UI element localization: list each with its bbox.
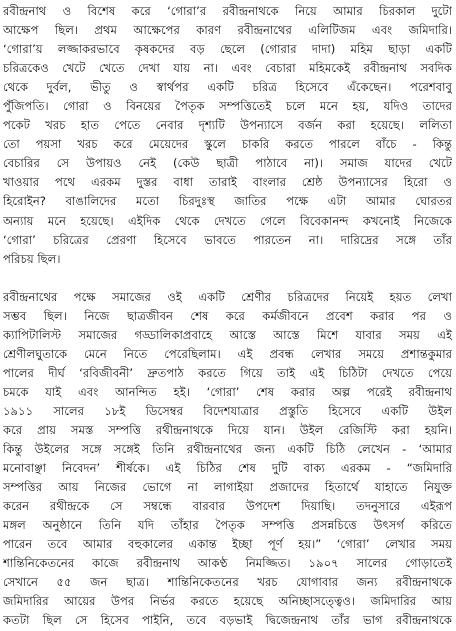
paragraph-1	[3, 2, 452, 269]
text-line: জমিদারির আয়ের উপর নির্ভর করতে হয়েছে অনিচ্ছাসত্ত্বেও। জমিদারির আয়	[3, 594, 452, 609]
text-line: চমকে যাই এবং আনন্দিত হই। ‘গোরা’ শেষ করার অল্প পরেই রবীন্দ্রনাথ	[3, 384, 452, 399]
text-line: ১৯১১ সালের ১৮ই ডিসেম্বর বিদেশযাত্রার প্রস্তুতি হিসেবে একটি উইল	[3, 403, 452, 418]
text-line: পারেন তবে আমার বহুকালের একান্ত ইচ্ছা পূর্ণ হয়।” ‘গোরা’ লেখার সময়	[3, 537, 452, 552]
text-line: রবীন্দ্রনাথ ও বিশেষ করে ‘গোরা’র রবীন্দ্রনাথকে নিয়ে আমার চিরকাল দুটো	[3, 4, 452, 18]
text-line: পুঁজিপতি। গোরা ও বিনয়ের পৈতৃক সম্পত্তিতেই চলে মনে হয়, যদিও তাদের	[3, 99, 452, 114]
text-line: খাওয়ার পথে এরকম দুস্তর বাধা তারাই বাংলার শ্রেষ্ঠ উপন্যাসের হিরো ও	[3, 175, 452, 190]
text-line: করেন রথীন্দ্রকে সে সম্বন্ধে বারবার উপদেশ দিয়াছি। তদনুসারে এইরূপ	[3, 499, 452, 514]
text-line: মনোবাঞ্ছা নিবেদন’ শীর্ষকে। এই চিঠির শেষ দুটি বাক্য এরকম - “জমিদারি	[3, 461, 452, 476]
text-line: কিন্তু উইলের সঙ্গে সঙ্গেই তিনি রথীন্দ্রনাথের জন্য একটি চিঠি লেখেন - ‘আমার	[3, 442, 452, 457]
text-line: থেকে দুর্বল, ভীতু ও স্বার্থপর একটি চরিত্র হিসেবে এঁকেছেন। পরেশবাবু	[3, 80, 452, 95]
text-line: ক্যাপিটালিস্ট সমাজের গড্ডালিকাপ্রবাহে আস্তে আস্তে মিশে যাবার সময় এই	[3, 327, 452, 342]
text-line: ‘গোরা’য় লজ্জাকরভাবে কৃষকদের বড় ছেলে (গোরার দাদা) মহিম ছাড়া একটি	[3, 42, 452, 57]
text-line: করে প্রায় সমস্ত সম্পত্তি রথীন্দ্রনাথকে দিয়ে যান। উইল রেজিস্টি করা হয়নি।	[3, 422, 452, 437]
text-line: ‘গোরা’ চরিত্রের প্রেরণা হিসেবে ভাবতে পারতেন না। দারিদ্রের সঙ্গে তাঁর	[3, 232, 452, 247]
text-line: আক্ষেপ ছিল। প্রথম আক্ষেপের কারণ রবীন্দ্রনাথের এলিটিজম এবং জমিদারি।	[3, 23, 452, 38]
paragraph-spacer	[3, 269, 452, 288]
text-line: সম্পত্তির আয় নিজের ভোগে না লাগাইয়া প্রজাদের হিতার্থে যাহাতে নিযুক্ত	[3, 480, 452, 495]
text-line: অন্যায় মনে হয়েছে। এইদিক থেকে দেখতে গেলে বিবেকানন্দ কখনোই নিজেকে	[3, 213, 452, 228]
text-line: শ্রেণীলঘুতাকে মেনে নিতে পেরেছিলাম। এই প্রবন্ধ লেখার সময়ে প্রশান্তকুমার	[3, 346, 452, 361]
text-line: পরিচয় ছিল।	[3, 251, 61, 266]
text-line: হিরোইন? বাঙালিদের মতো চিরদুঃস্থ জাতির পক্ষে এটা আমার ঘোরতর	[3, 194, 452, 209]
text-line: কতটা ছিল সে হিসেব পাইনি, তবে বড়ভাই দ্বিজেন্দ্রনাথ তাঁর ভাগ রবীন্দ্রনাথকে	[3, 613, 452, 628]
paragraph-2	[3, 288, 452, 631]
text-line: চরিত্রকেও খেটে খেতে দেখা যায় না। এবং বেচারা মহিমকেই রবীন্দ্রনাথ সবদিক	[3, 61, 452, 76]
text-line: সেখানে ৫৫ জন ছাত্র। শান্তিনিকেতনের খরচ যোগাবার জন্য রবীন্দ্রনাথকে	[3, 575, 452, 590]
text-line: রবীন্দ্রনাথের পক্ষে সমাজের ওই একটি শ্রেণীর চরিত্রদের নিয়েই হয়ত লেখা	[3, 289, 452, 304]
text-line: মঙ্গল অনুষ্ঠানে তিনি যদি তাঁহার পৈতৃক সম্পত্তি প্রসন্নচিত্তে উৎসর্গ করিতে	[3, 518, 452, 533]
text-line: পকেট খরচ হাত পেতে নেবার দৃশ্যটি উপন্যাসে বর্জন করা হয়েছে। ললিতা	[3, 118, 452, 133]
text-line: পালের দীর্ঘ ‘রবিজীবনী’ দ্রুতপাঠ করতে গিয়ে তাই এই চিঠিটা দেখতে পেয়ে	[3, 365, 452, 380]
text-line: বেচারির সে উপায়ও নেই (কেউ ছাত্রী পাঠাবে না)। সমাজ যাদের খেটে	[3, 156, 452, 171]
text-line: শান্তিনিকেতনের কাজে রবীন্দ্রনাথ আকণ্ঠ নিমজ্জিত। ১৯০৭ সালের গোড়াতেই	[3, 556, 452, 571]
text-line: সম্ভব ছিল। নিজে ছাত্রজীবন শেষ করে কর্মজীবনে প্রবেশ করার পর ও	[3, 308, 452, 323]
text-line: তো পয়সা খরচ করে মেয়েদের স্কুলে চাকরি করতে পারলে বাঁচে - কিন্তু	[3, 137, 452, 152]
